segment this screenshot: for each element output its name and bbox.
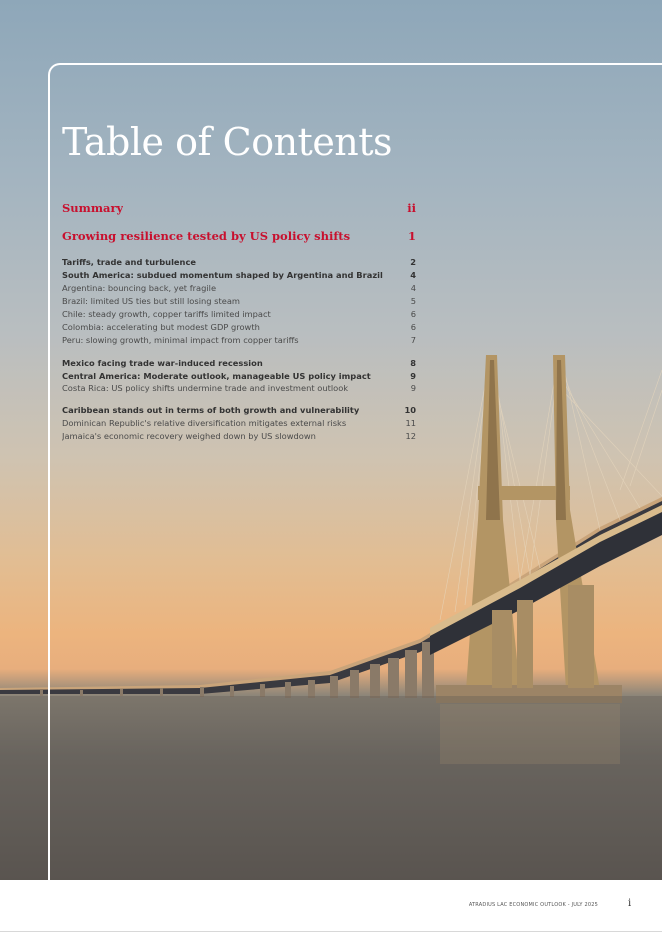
page-bottom-divider [0, 931, 662, 932]
toc-entry-page: 4 [410, 270, 416, 280]
toc-entry-title: Growing resilience tested by US policy shifts [62, 229, 351, 243]
toc-entry-title: Costa Rica: US policy shifts undermine trade and investment outlook [62, 383, 349, 393]
toc-entry-page: 12 [405, 431, 416, 441]
toc-entry-title: Dominican Republic's relative diversification mitigates external risks [62, 418, 347, 428]
toc-entry-page: 11 [405, 418, 416, 428]
toc-entry-argentina[interactable] [62, 283, 416, 293]
toc-entry-page: 6 [410, 309, 416, 319]
toc-entry-page: 8 [410, 358, 416, 368]
page-title: Table of Contents [62, 120, 393, 164]
toc-entry-page: ii [407, 201, 416, 215]
toc-entry-page: 2 [410, 257, 416, 267]
toc-entry-page: 4 [410, 283, 416, 293]
toc-entry-title: Peru: slowing growth, minimal impact from copper tariffs [62, 335, 299, 345]
toc-entry-page: 5 [410, 296, 416, 306]
toc-entry-central-america[interactable] [62, 371, 416, 381]
toc-entry-page: 6 [410, 322, 416, 332]
toc-entry-title: Brazil: limited US ties but still losing steam [62, 296, 241, 306]
toc-entry-title: Summary [62, 201, 124, 215]
content-frame [48, 63, 662, 903]
toc-entry-jamaica[interactable] [62, 431, 416, 441]
toc-entry-title: Argentina: bouncing back, yet fragile [62, 283, 217, 293]
toc-entry-page: 7 [410, 335, 416, 345]
page-number: i [628, 898, 632, 909]
toc-entry-south-america[interactable] [62, 270, 416, 280]
toc-entry-dominican-republic[interactable] [62, 418, 416, 428]
toc-entry-page: 9 [410, 383, 416, 393]
toc-entry-brazil[interactable] [62, 296, 416, 306]
toc-entry-chile[interactable] [62, 309, 416, 319]
toc-entry-growing-resilience[interactable] [62, 229, 416, 243]
toc-entry-page: 9 [410, 371, 416, 381]
toc-entry-title: Colombia: accelerating but modest GDP growth [62, 322, 260, 332]
toc-entry-mexico[interactable] [62, 358, 416, 368]
toc-entry-costa-rica[interactable] [62, 383, 416, 393]
toc-entry-title: Tariffs, trade and turbulence [62, 257, 197, 267]
toc-entry-peru[interactable] [62, 335, 416, 345]
toc-entry-summary[interactable] [62, 201, 416, 215]
toc-entry-title: Central America: Moderate outlook, manageable US policy impact [62, 371, 371, 381]
toc-entry-title: Mexico facing trade war-induced recession [62, 358, 263, 368]
toc-entry-title: South America: subdued momentum shaped by Argentina and Brazil [62, 270, 383, 280]
toc-entry-title: Chile: steady growth, copper tariffs limited impact [62, 309, 271, 319]
toc-entry-caribbean[interactable] [62, 405, 416, 415]
toc-entry-title: Caribbean stands out in terms of both growth and vulnerability [62, 405, 360, 415]
footer-publication: ATRADIUS LAC ECONOMIC OUTLOOK - JULY 2025 [468, 902, 598, 908]
toc-entry-page: 1 [407, 229, 416, 243]
toc-entry-tariffs[interactable] [62, 257, 416, 267]
toc-entry-page: 10 [404, 405, 416, 415]
toc-entry-title: Jamaica's economic recovery weighed down by US slowdown [62, 431, 316, 441]
toc-entry-colombia[interactable] [62, 322, 416, 332]
